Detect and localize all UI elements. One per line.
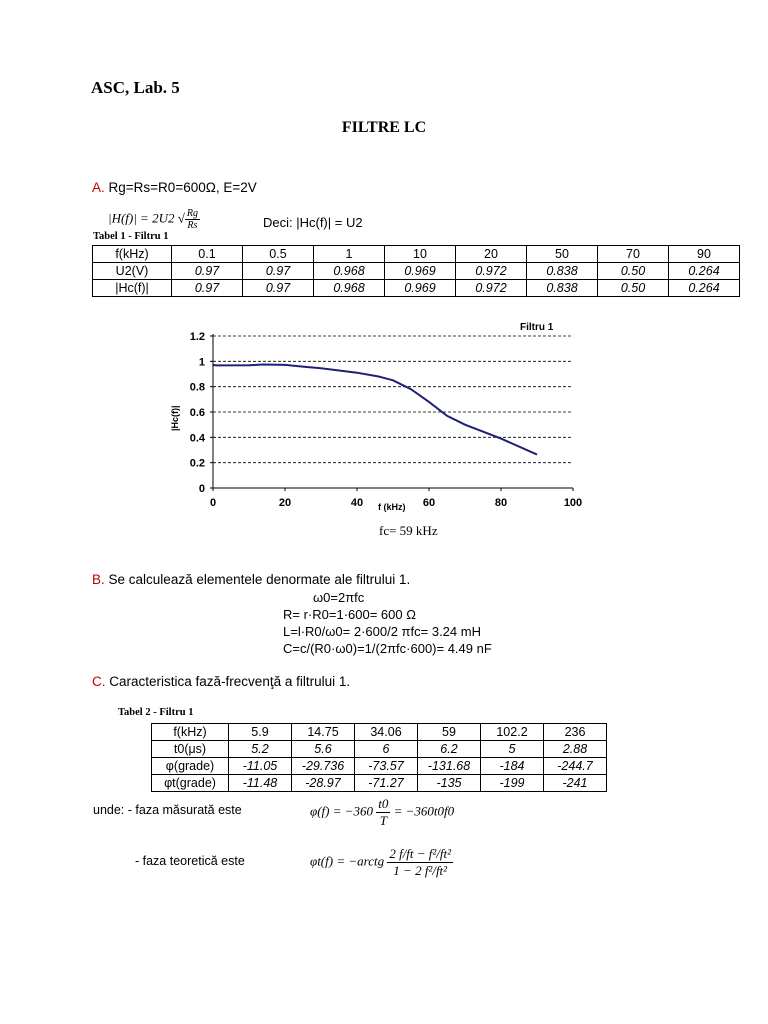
table1-row bbox=[93, 246, 740, 263]
eq2-den: 1 − 2 f²/ft² bbox=[393, 863, 448, 878]
table2-cell: 236 bbox=[544, 724, 607, 741]
filtru1-chart bbox=[170, 318, 590, 518]
table2-row bbox=[152, 724, 607, 741]
lab-header: ASC, Lab. 5 bbox=[91, 78, 180, 97]
table2-cell: -11.48 bbox=[229, 775, 292, 792]
table2-cell: -244.7 bbox=[544, 758, 607, 775]
chart-axes bbox=[213, 334, 573, 488]
table2-cell: -199 bbox=[481, 775, 544, 792]
chart-xtick-label: 0 bbox=[209, 497, 217, 509]
table1-cell: 0.838 bbox=[527, 263, 598, 280]
table2-cell: -11.05 bbox=[229, 758, 292, 775]
table1-cell: 0.97 bbox=[172, 280, 243, 297]
formula-lhs: |H(f)| = bbox=[108, 210, 149, 226]
chart-ticks bbox=[190, 331, 582, 509]
table2-cell: -241 bbox=[544, 775, 607, 792]
chart-ylabel: |Hc(f)| bbox=[170, 405, 180, 431]
unde-measured-label: unde: - faza măsurată este bbox=[93, 803, 242, 817]
chart-xtick-label: 100 bbox=[563, 497, 583, 509]
section-b bbox=[92, 572, 410, 587]
eq1-fraction bbox=[376, 796, 390, 829]
table1-row-label: f(kHz) bbox=[93, 246, 172, 263]
formula-h-modulus: |H(f)| = 2U2 √ $\frac{Rg}{Rs}$ bbox=[108, 208, 198, 231]
table1-cell: 0.968 bbox=[314, 280, 385, 297]
table2-row bbox=[152, 775, 607, 792]
chart-title: Filtru 1 bbox=[520, 322, 554, 333]
table1-row bbox=[93, 280, 740, 297]
page-title: FILTRE LC bbox=[341, 119, 427, 136]
table2-row-label: φ(grade) bbox=[152, 758, 229, 775]
section-c bbox=[92, 674, 350, 689]
table1-cell: 0.97 bbox=[243, 280, 314, 297]
table2-cell: 6.2 bbox=[418, 741, 481, 758]
table1-cell: 0.264 bbox=[669, 280, 740, 297]
table1 bbox=[92, 245, 740, 297]
section-c-letter: C. bbox=[92, 674, 106, 689]
chart-grid bbox=[213, 336, 573, 463]
eq1-den: T bbox=[379, 813, 387, 828]
table2-cell: -184 bbox=[481, 758, 544, 775]
chart-xtick-label: 80 bbox=[494, 497, 508, 509]
table2-cell: 5 bbox=[481, 741, 544, 758]
section-a-text: Rg=Rs=R0=600Ω, E=2V bbox=[108, 180, 257, 195]
table2-cell: -71.27 bbox=[355, 775, 418, 792]
deci-statement: Deci: |Hc(f)| = U2 bbox=[263, 215, 363, 230]
table2-cell: -135 bbox=[418, 775, 481, 792]
chart-xtick-label: 40 bbox=[350, 497, 364, 509]
table1-row bbox=[93, 263, 740, 280]
table2-row-label: t0(μs) bbox=[152, 741, 229, 758]
table2-cell: 5.9 bbox=[229, 724, 292, 741]
table2-cell: 6 bbox=[355, 741, 418, 758]
chart-ytick-label: 1.2 bbox=[189, 331, 205, 343]
eq1-num: t0 bbox=[378, 796, 389, 811]
section-b-text: Se calculează elementele denormate ale filtrului 1. bbox=[108, 572, 411, 587]
table1-cell: 0.97 bbox=[243, 263, 314, 280]
table2-cell: 14.75 bbox=[292, 724, 355, 741]
table2 bbox=[151, 723, 607, 792]
table1-cell: 70 bbox=[598, 246, 669, 263]
table2-cell: 34.06 bbox=[355, 724, 418, 741]
table1-caption: Tabel 1 - Filtru 1 bbox=[93, 231, 169, 242]
chart-xtick-label: 20 bbox=[278, 497, 292, 509]
chart-ytick-label: 0.8 bbox=[189, 381, 205, 394]
table2-cell: -73.57 bbox=[355, 758, 418, 775]
table1-cell: 0.972 bbox=[456, 263, 527, 280]
table1-cell: 0.838 bbox=[527, 280, 598, 297]
section-a bbox=[92, 180, 257, 195]
fc-value: fc= 59 kHz bbox=[379, 523, 438, 538]
table2-row bbox=[152, 741, 607, 758]
table2-cell: -28.97 bbox=[292, 775, 355, 792]
eq2-fraction bbox=[387, 846, 453, 879]
section-c-text: Caracteristica fază-frecvenţă a filtrului 1. bbox=[109, 674, 351, 689]
table1-row-label: |Hc(f)| bbox=[93, 280, 172, 297]
formula-sqrt-den: Rs bbox=[187, 220, 198, 231]
table1-cell: 0.1 bbox=[172, 246, 243, 263]
table1-cell: 50 bbox=[527, 246, 598, 263]
eq2-lhs: φt(f) = −arctg bbox=[310, 853, 385, 869]
table1-cell: 0.968 bbox=[314, 263, 385, 280]
section-a-letter: A. bbox=[92, 180, 105, 195]
chart-ytick-label: 0.6 bbox=[189, 407, 205, 419]
table1-cell: 90 bbox=[669, 246, 740, 263]
table1-row-label: U2(V) bbox=[93, 263, 172, 280]
table2-cell: -131.68 bbox=[418, 758, 481, 775]
table2-row-label: f(kHz) bbox=[152, 724, 229, 741]
calc-line-c: C=c/(R0·ω0)=1/(2πfc·600)= 4.49 nF bbox=[283, 641, 492, 656]
table2-row-label: φt(grade) bbox=[152, 775, 229, 792]
table2-caption: Tabel 2 - Filtru 1 bbox=[118, 707, 194, 718]
table1-cell: 0.97 bbox=[172, 263, 243, 280]
eq1-lhs: φ(f) = −360 bbox=[310, 803, 374, 819]
calc-line-l: L=l·R0/ω0= 2·600/2 πfc= 3.24 mH bbox=[283, 624, 481, 639]
chart-ytick-label: 0 bbox=[198, 483, 205, 495]
table1-cell: 20 bbox=[456, 246, 527, 263]
chart-ytick-label: 0.2 bbox=[189, 457, 205, 470]
table2-cell: 5.2 bbox=[229, 741, 292, 758]
table2-cell: -29.736 bbox=[292, 758, 355, 775]
table2-cell: 102.2 bbox=[481, 724, 544, 741]
equation-theoretical-phase bbox=[310, 846, 453, 879]
eq1-rhs: = −360t0f0 bbox=[393, 803, 455, 819]
equation-measured-phase bbox=[310, 796, 454, 829]
table1-cell: 0.5 bbox=[243, 246, 314, 263]
table2-cell: 59 bbox=[418, 724, 481, 741]
eq2-num: 2 f/ft − f²/ft² bbox=[389, 846, 452, 861]
table1-cell: 0.50 bbox=[598, 263, 669, 280]
formula-rhs: 2U2 bbox=[152, 210, 175, 226]
table1-cell: 0.969 bbox=[385, 280, 456, 297]
calc-line-r: R= r·R0=1·600= 600 Ω bbox=[283, 607, 416, 622]
table1-cell: 10 bbox=[385, 246, 456, 263]
chart-xlabel: f (kHz) bbox=[378, 502, 406, 512]
table2-row bbox=[152, 758, 607, 775]
table2-cell: 5.6 bbox=[292, 741, 355, 758]
table1-cell: 0.972 bbox=[456, 280, 527, 297]
table1-cell: 0.50 bbox=[598, 280, 669, 297]
section-b-letter: B. bbox=[92, 572, 105, 587]
chart-ytick-label: 1 bbox=[198, 356, 205, 369]
chart-ytick-label: 0.4 bbox=[189, 432, 205, 445]
table1-cell: 0.264 bbox=[669, 263, 740, 280]
formula-sqrt-fraction bbox=[185, 208, 200, 231]
chart-xtick-label: 60 bbox=[422, 497, 436, 509]
chart-series-line bbox=[213, 365, 537, 455]
table1-cell: 0.969 bbox=[385, 263, 456, 280]
table1-cell: 1 bbox=[314, 246, 385, 263]
formula-sqrt-num: Rg bbox=[186, 208, 198, 219]
theoretical-phase-label: - faza teoretică este bbox=[135, 854, 245, 868]
calc-line-omega: ω0=2πfc bbox=[313, 590, 365, 605]
table2-cell: 2.88 bbox=[544, 741, 607, 758]
